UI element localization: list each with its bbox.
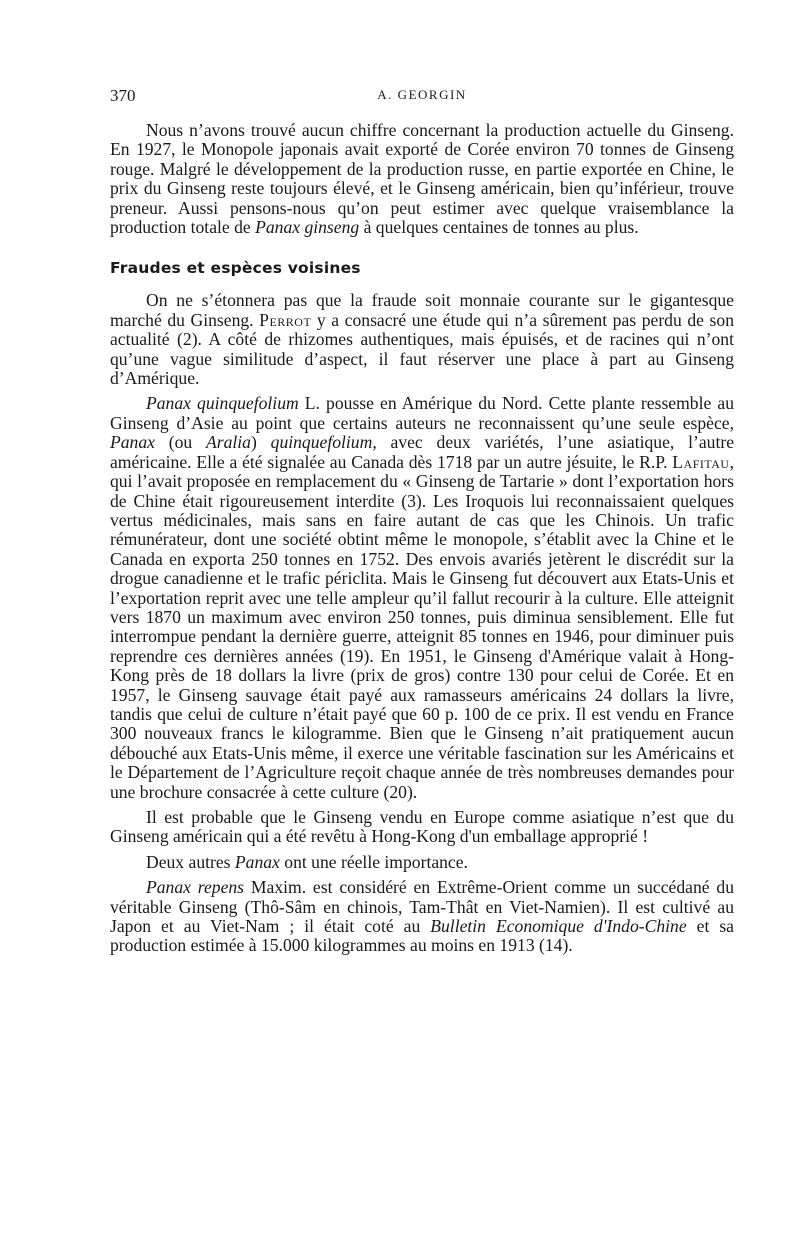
page-number: 370: [110, 86, 136, 105]
text-segment: et sa production estimée à 15.000 kilogrammes au moins en 1913 (14).: [110, 916, 734, 956]
text-segment: Maxim. est considéré en Extrême-Orient comme un succédané du véritable Ginseng (Thô-Sâm en chinois, Tam-Thât en Viet-Namien). Il est cultivé au Japon et au Viet-Nam ; il était coté au: [110, 877, 734, 937]
text-segment: , avec deux variétés, l’une asiatique, l’autre américaine. Elle a été signalée au Canada dès 1718 par un autre jésuite, le R.P.: [110, 432, 735, 472]
paragraph-panax-repens: [110, 878, 734, 956]
genus-name: Aralia: [206, 432, 251, 453]
paragraph-europe: Il est probable que le Ginseng vendu en Europe comme asiatique n’est que du Ginseng américain qui a été revêtu à Hong-Kong d'un emballage approprié !: [110, 807, 734, 847]
text-segment: à quelques centaines de tonnes au plus.: [359, 217, 639, 238]
species-name: Panax repens: [146, 877, 245, 898]
text-segment: y a consacré une étude qui n’a sûrement pas perdu de son actualité (2). A côté de rhizomes authentiques, mais épuisés, et de racines qui n’ont qu’une vague similitude d’aspect, il faut réserver une place à part au Ginseng d’Amérique.: [110, 309, 734, 389]
genus-name: Panax: [110, 432, 155, 453]
text-segment: (ou: [154, 432, 207, 453]
paragraph-american-ginseng: [110, 394, 734, 802]
text-segment: ): [250, 432, 271, 453]
text-segment: Nous n’avons trouvé aucun chiffre concernant la production actuelle du Ginseng. En 1927, le Monopole japonais avait exporté de Corée environ 70 tonnes de Ginseng rouge. Malgré le développement de la production russe, en partie exportée en Chine, le prix du Ginseng reste toujours élevé, et le Ginseng américain, bien qu’inférieur, trouve preneur. Aussi pensons-nous qu’on peut estimer avec quelque vraisemblance la production totale de: [110, 120, 734, 238]
author-name: Perrot: [259, 309, 312, 330]
genus-name: Panax: [234, 851, 280, 872]
paragraph-fraud: [110, 291, 734, 388]
text-segment: , qui l’avait proposée en remplacement du « Ginseng de Tartarie » dont l’exportation hors de Chine était rigoureusement interdite (3). Les Iroquois lui reconnaissaient quelques vertus médicinales, mais sans en faire autant de cas que les Chinois. Un trafic rémunérateur, dont une société obtint même le monopole, s’établit avec la Chine et le Canada en exporta 250 tonnes en 1752. Des envois avariés jetèrent le discrédit sur la drogue canadienne et le trafic périclita. Mais le Ginseng fut découvert aux Etats-Unis et l’exportation reprit avec une telle ampleur qu’il fallut recourir à la culture. Elle atteignit vers 1870 un maximum avec environ 250 tonnes, puis diminua sensiblement. Elle fut interrompue pendant la dernière guerre, atteignit 85 tonnes en 1946, pour diminuer puis reprendre ces dernières années (19). En 1951, le Ginseng d'Amérique valait à Hong-Kong près de 18 dollars la livre (prix de gros) contre 130 pour celui de Corée. Et en 1957, le Ginseng sauvage était payé aux ramasseurs américains 24 dollars la livre, tandis que celui de culture n’était payé que 60 p. 100 de ce prix. Il est vendu en France 300 nouveaux francs le kilogramme. Bien que le Ginseng n’ait pratiquement aucun débouché aux Etats-Unis même, il exerce une véritable fascination sur les Américains et le Département de l’Agriculture reçoit chaque année de très nombreuses demandes pour une brochure consacrée à cette culture (20).: [110, 451, 734, 802]
species-name: Panax ginseng: [255, 217, 360, 238]
text-segment: Deux autres: [146, 851, 235, 872]
author-name: Lafitau: [672, 451, 730, 472]
section-heading: Fraudes et espèces voisines: [110, 259, 361, 278]
text-segment: L. pousse en Amérique du Nord. Cette plante ressemble au Ginseng d’Asie au point que certains auteurs ne reconnaissent qu’une seule espèce,: [110, 393, 734, 433]
paragraph-two-panax: [110, 853, 734, 872]
text-segment: On ne s’étonnera pas que la fraude soit monnaie courante sur le gigantesque marché du Ginseng.: [110, 290, 734, 330]
paragraph-production: [110, 121, 734, 237]
running-head: A. GEORGIN: [377, 87, 467, 102]
text-segment: ont une réelle importance.: [279, 851, 468, 872]
publication-title: Bulletin Economique d'Indo-Chine: [430, 916, 687, 937]
species-epithet: quinquefolium: [270, 432, 373, 453]
page-body: [110, 121, 734, 962]
page-header: [110, 86, 734, 112]
species-name: Panax quinquefolium: [146, 393, 299, 414]
